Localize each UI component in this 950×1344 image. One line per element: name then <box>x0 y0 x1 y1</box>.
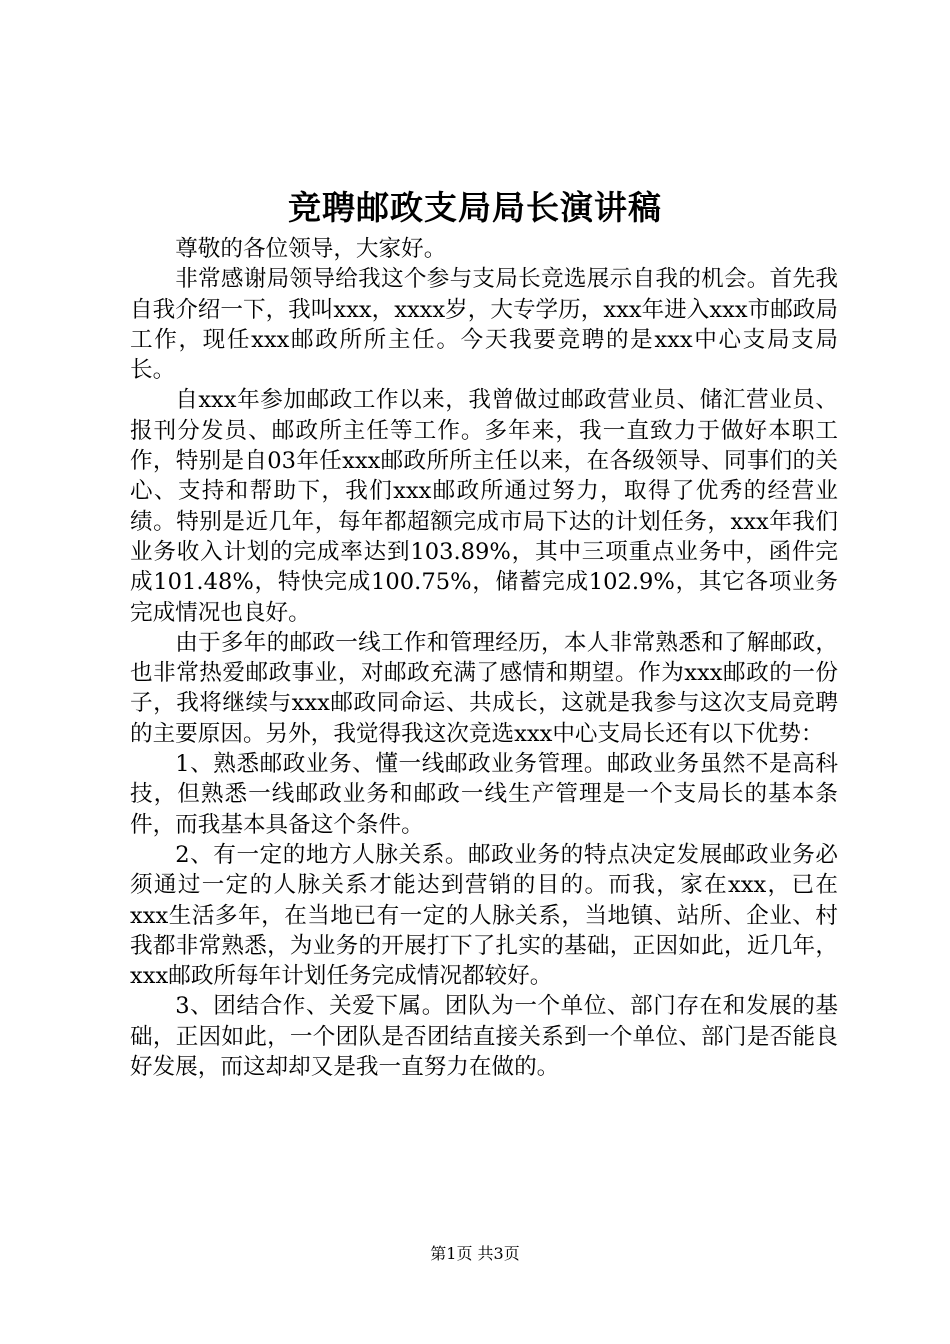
page-footer: 第1页 共3页 <box>430 1244 520 1263</box>
document-title: 竞聘邮政支局局长演讲稿 <box>288 188 662 227</box>
paragraph-greeting: 尊敬的各位领导，大家好。 <box>175 236 447 262</box>
paragraph-advantage-3: 3、团结合作、关爱下属。团队为一个单位、部门存在和发展的基础，正因如此，一个团队是否团结直接关系到一个单位、部门是否能良好发展，而这却却又是我一直努力在做的。 <box>130 993 838 1081</box>
paragraph-work-history: 自xxx年参加邮政工作以来，我曾做过邮政营业员、储汇营业员、报刊分发员、邮政所主任等工作。多年来，我一直致力于做好本职工作，特别是自03年任xxx邮政所所主任以来，在各级领导、同事们的关心、支持和帮助下，我们xxx邮政所通过努力，取得了优秀的经营业绩。特别是近几年，每年都超额完成市局下达的计划任务，xxx年我们业务收入计划的完成率达到103.89%，其中三项重点业务中，函件完成101.48%，特快完成100.75%，储蓄完成102.9%，其它各项业务完成情况也良好。 <box>130 387 838 626</box>
paragraph-advantage-2: 2、有一定的地方人脉关系。邮政业务的特点决定发展邮政业务必须通过一定的人脉关系才能达到营销的目的。而我，家在xxx，已在xxx生活多年，在当地已有一定的人脉关系，当地镇、站所、企业、村我都非常熟悉，为业务的开展打下了扎实的基础，正因如此，近几年，xxx邮政所每年计划任务完成情况都较好。 <box>130 841 838 990</box>
paragraph-motivation: 由于多年的邮政一线工作和管理经历，本人非常熟悉和了解邮政，也非常热爱邮政事业，对邮政充满了感情和期望。作为xxx邮政的一份子，我将继续与xxx邮政同命运、共成长，这就是我参与这次支局竞聘的主要原因。另外，我觉得我这次竞选xxx中心支局长还有以下优势： <box>130 629 838 747</box>
paragraph-advantage-1: 1、熟悉邮政业务、懂一线邮政业务管理。邮政业务虽然不是高科技，但熟悉一线邮政业务和邮政一线生产管理是一个支局长的基本条件，而我基本具备这个条件。 <box>130 751 838 838</box>
document-body <box>130 234 838 1082</box>
paragraph-introduction: 非常感谢局领导给我这个参与支局长竞选展示自我的机会。首先我自我介绍一下，我叫xxx，xxxx岁，大专学历，xxx年进入xxx市邮政局工作，现任xxx邮政所所主任。今天我要竞聘的是xxx中心支局支局长。 <box>130 266 838 384</box>
